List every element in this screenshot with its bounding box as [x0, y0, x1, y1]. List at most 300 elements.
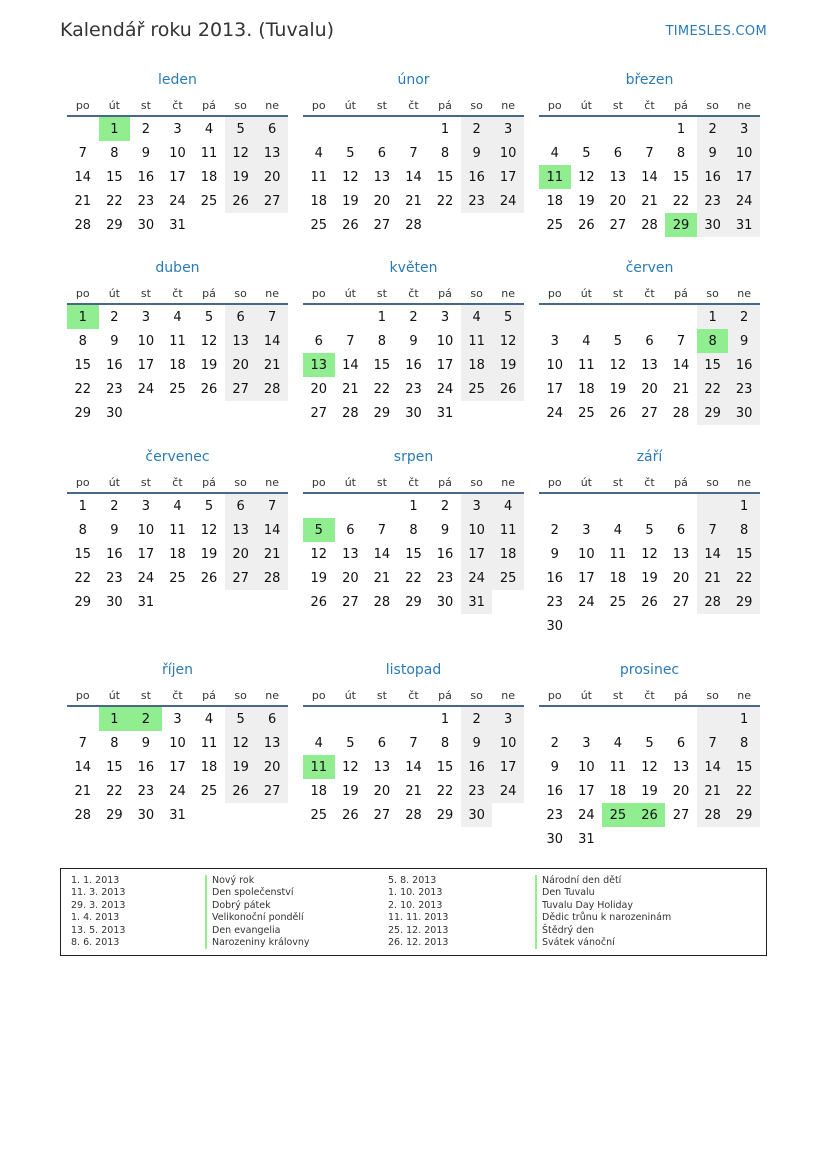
month-6: [67, 447, 288, 614]
weekday-header: [539, 90, 760, 117]
day-cell: 18: [461, 353, 493, 377]
empty-day-cell: [634, 614, 666, 638]
empty-day-cell: [303, 117, 335, 141]
day-cell: 4: [582, 333, 591, 349]
legend-holiday-name: Štědrý den: [535, 925, 671, 937]
day-cell: 10: [492, 141, 524, 165]
empty-day-cell: [67, 707, 99, 731]
empty-day-cell: [697, 707, 729, 731]
day-cell: 11: [169, 522, 186, 538]
legend-date: 13. 5. 2013: [71, 924, 126, 936]
weekday-label: ne: [265, 287, 280, 300]
day-cell: 14: [672, 357, 690, 373]
empty-day-cell: [634, 494, 666, 518]
day-cell: 23: [106, 570, 123, 586]
day-grid: [303, 494, 524, 614]
day-cell: 29: [106, 217, 123, 233]
empty-day-cell: [697, 827, 729, 851]
day-cell: 23: [106, 381, 123, 397]
day-cell: 16: [461, 755, 493, 779]
weekday-label: so: [234, 287, 247, 300]
day-cell: 24: [492, 779, 524, 803]
day-cell: 13: [225, 329, 257, 353]
weekday-label: út: [344, 99, 356, 112]
day-cell: 26: [225, 189, 257, 213]
day-cell: 10: [436, 333, 454, 349]
legend-holiday-name: Den Tuvalu: [535, 887, 671, 899]
month-name: duben: [155, 260, 200, 276]
weekday-label: pá: [674, 287, 688, 300]
empty-day-cell: [335, 117, 367, 141]
day-cell: 8: [676, 145, 686, 161]
day-cell: 19: [641, 783, 658, 799]
day-cell: 17: [578, 783, 595, 799]
weekday-label: po: [75, 287, 90, 300]
day-cell: 6: [676, 735, 686, 751]
month-11: [539, 660, 760, 851]
day-cell: 27: [641, 405, 658, 421]
day-cell: 16: [728, 353, 760, 377]
day-cell: 1: [440, 121, 450, 137]
empty-day-cell: [665, 827, 697, 851]
legend-date: 1. 10. 2013: [388, 887, 443, 899]
day-cell: 4: [204, 711, 214, 727]
day-cell: 18: [609, 783, 627, 799]
empty-day-cell: [634, 305, 666, 329]
month-4: [303, 258, 524, 425]
legend-holiday-name: Svátek vánoční: [535, 937, 671, 949]
weekday-label: pá: [202, 99, 216, 112]
day-cell: 20: [373, 783, 391, 799]
weekday-label: so: [470, 689, 483, 702]
day-cell: 17: [546, 381, 564, 397]
weekday-label: čt: [172, 99, 183, 112]
weekday-label: čt: [408, 99, 419, 112]
day-cell: 7: [645, 145, 654, 161]
weekday-label: pá: [202, 476, 216, 489]
day-cell: 19: [225, 755, 257, 779]
day-cell: 25: [200, 193, 218, 209]
day-cell: 24: [137, 570, 155, 586]
day-cell: 8: [110, 735, 119, 751]
day-cell: 20: [310, 381, 328, 397]
day-cell: 3: [582, 735, 591, 751]
weekday-label: so: [234, 689, 247, 702]
weekday-label: pá: [202, 287, 216, 300]
holiday-legend: [60, 868, 767, 956]
weekday-label: st: [612, 99, 623, 112]
day-cell: 25: [546, 217, 564, 233]
weekday-label: st: [612, 287, 623, 300]
month-10: [303, 660, 524, 827]
day-cell: 20: [225, 353, 257, 377]
day-cell: 8: [728, 731, 760, 755]
day-cell: 8: [440, 145, 450, 161]
empty-day-cell: [256, 803, 288, 827]
day-cell: 23: [137, 193, 155, 209]
day-cell: 30: [106, 594, 123, 610]
weekday-header: [303, 90, 524, 117]
day-cell: 17: [137, 357, 155, 373]
day-cell: 28: [256, 566, 288, 590]
weekday-label: út: [344, 689, 356, 702]
day-cell: 17: [492, 165, 524, 189]
day-cell: 29: [74, 594, 92, 610]
day-cell: 29: [697, 401, 729, 425]
day-cell: 23: [461, 189, 493, 213]
day-cell: 3: [141, 498, 151, 514]
day-cell: 12: [578, 169, 595, 185]
day-cell: 20: [256, 755, 288, 779]
day-cell: 7: [697, 731, 729, 755]
weekday-label: pá: [438, 287, 452, 300]
weekday-label: út: [108, 99, 120, 112]
weekday-label: po: [547, 689, 562, 702]
day-cell: 23: [546, 807, 564, 823]
day-cell: 19: [310, 570, 328, 586]
day-cell: 10: [578, 546, 595, 562]
weekday-label: čt: [408, 287, 419, 300]
day-cell: 14: [256, 518, 288, 542]
day-cell: 25: [602, 803, 634, 827]
day-cell: 13: [373, 169, 391, 185]
day-cell: 13: [256, 141, 288, 165]
empty-day-cell: [225, 803, 257, 827]
empty-day-cell: [67, 117, 99, 141]
month-name: červen: [625, 260, 674, 276]
day-cell: 8: [110, 145, 119, 161]
empty-day-cell: [571, 614, 603, 638]
day-cell: 19: [492, 353, 524, 377]
empty-day-cell: [162, 590, 194, 614]
day-cell: 26: [200, 381, 218, 397]
day-cell: 7: [256, 494, 288, 518]
day-cell: 1: [440, 711, 450, 727]
weekday-label: so: [706, 99, 719, 112]
day-cell: 14: [74, 169, 92, 185]
empty-day-cell: [634, 827, 666, 851]
day-cell: 4: [314, 735, 323, 751]
legend-holiday-name: Tuvalu Day Holiday: [535, 900, 671, 912]
weekday-label: ne: [501, 689, 516, 702]
weekday-label: st: [612, 689, 623, 702]
month-name: červenec: [145, 449, 210, 465]
day-cell: 2: [110, 498, 119, 514]
day-cell: 18: [310, 193, 328, 209]
day-cell: 24: [728, 189, 760, 213]
day-cell: 5: [492, 305, 524, 329]
day-cell: 6: [377, 145, 387, 161]
weekday-header: [539, 680, 760, 707]
empty-day-cell: [193, 803, 225, 827]
weekday-label: st: [140, 476, 151, 489]
day-cell: 15: [697, 353, 729, 377]
legend-date: 2. 10. 2013: [388, 899, 443, 911]
day-cell: 3: [173, 711, 182, 727]
day-cell: 22: [728, 779, 760, 803]
day-cell: 13: [303, 353, 335, 377]
day-cell: 21: [74, 783, 92, 799]
day-cell: 5: [204, 309, 214, 325]
day-cell: 6: [225, 494, 257, 518]
weekday-label: so: [706, 287, 719, 300]
day-cell: 21: [342, 381, 359, 397]
day-cell: 7: [346, 333, 355, 349]
weekday-label: čt: [408, 476, 419, 489]
day-cell: 25: [310, 217, 328, 233]
day-cell: 21: [405, 193, 422, 209]
day-cell: 18: [169, 357, 186, 373]
day-cell: 6: [346, 522, 355, 538]
day-cell: 24: [169, 783, 186, 799]
day-cell: 3: [440, 309, 450, 325]
day-cell: 20: [225, 542, 257, 566]
day-cell: 9: [110, 333, 119, 349]
empty-day-cell: [461, 401, 493, 425]
day-cell: 12: [342, 169, 359, 185]
weekday-header: [67, 467, 288, 494]
legend-holiday-name: Dobrý pátek: [205, 900, 310, 912]
weekday-label: st: [376, 689, 387, 702]
day-cell: 29: [665, 213, 697, 237]
day-cell: 7: [78, 145, 87, 161]
day-cell: 2: [461, 707, 493, 731]
day-grid: [67, 117, 288, 237]
day-cell: 23: [405, 381, 422, 397]
weekday-label: út: [344, 476, 356, 489]
day-cell: 28: [373, 594, 391, 610]
day-cell: 16: [137, 759, 155, 775]
day-cell: 22: [106, 193, 123, 209]
day-cell: 25: [310, 807, 328, 823]
legend-holiday-name: Den společenství: [205, 887, 310, 899]
weekday-header: [539, 467, 760, 494]
day-cell: 21: [697, 566, 729, 590]
day-cell: 10: [169, 145, 186, 161]
day-cell: 21: [373, 570, 391, 586]
empty-day-cell: [193, 213, 225, 237]
day-grid: [67, 305, 288, 425]
day-cell: 30: [546, 831, 564, 847]
day-cell: 17: [461, 542, 493, 566]
weekday-label: ne: [501, 99, 516, 112]
day-cell: 3: [582, 522, 591, 538]
empty-day-cell: [665, 305, 697, 329]
legend-holiday-name: Dědic trůnu k narozeninám: [535, 912, 671, 924]
day-cell: 30: [697, 213, 729, 237]
month-name: listopad: [385, 662, 442, 678]
day-cell: 16: [106, 357, 123, 373]
day-cell: 19: [200, 546, 218, 562]
day-cell: 27: [373, 217, 391, 233]
day-cell: 6: [676, 522, 686, 538]
empty-day-cell: [256, 590, 288, 614]
empty-day-cell: [665, 707, 697, 731]
day-cell: 1: [676, 121, 686, 137]
day-cell: 5: [225, 117, 257, 141]
empty-day-cell: [193, 401, 225, 425]
weekday-label: st: [376, 99, 387, 112]
weekday-label: po: [547, 476, 562, 489]
empty-day-cell: [193, 590, 225, 614]
day-cell: 25: [578, 405, 595, 421]
day-cell: 16: [697, 165, 729, 189]
day-cell: 16: [405, 357, 422, 373]
day-cell: 2: [440, 498, 450, 514]
day-cell: 12: [200, 522, 218, 538]
day-cell: 18: [578, 381, 595, 397]
day-cell: 7: [676, 333, 686, 349]
day-cell: 18: [310, 783, 328, 799]
day-cell: 22: [436, 193, 454, 209]
day-cell: 27: [256, 779, 288, 803]
empty-day-cell: [697, 494, 729, 518]
day-cell: 16: [461, 165, 493, 189]
day-cell: 15: [405, 546, 422, 562]
day-cell: 3: [550, 333, 559, 349]
day-cell: 28: [697, 590, 729, 614]
day-cell: 11: [310, 169, 328, 185]
empty-day-cell: [303, 305, 335, 329]
day-cell: 25: [609, 594, 627, 610]
day-cell: 11: [200, 145, 218, 161]
day-cell: 22: [74, 381, 92, 397]
empty-day-cell: [665, 614, 697, 638]
day-cell: 27: [256, 189, 288, 213]
empty-day-cell: [256, 213, 288, 237]
day-cell: 30: [405, 405, 422, 421]
weekday-label: ne: [737, 287, 752, 300]
weekday-label: út: [580, 99, 592, 112]
day-cell: 12: [225, 141, 257, 165]
weekday-label: so: [470, 287, 483, 300]
day-cell: 9: [461, 731, 493, 755]
weekday-label: st: [376, 476, 387, 489]
day-grid: [539, 707, 760, 851]
day-cell: 11: [200, 735, 218, 751]
day-cell: 10: [169, 735, 186, 751]
day-cell: 5: [225, 707, 257, 731]
empty-day-cell: [225, 590, 257, 614]
day-cell: 12: [342, 759, 359, 775]
legend-holiday-name: Den evangelia: [205, 925, 310, 937]
day-cell: 28: [672, 405, 690, 421]
month-name: říjen: [161, 662, 194, 678]
weekday-header: [303, 680, 524, 707]
day-cell: 10: [137, 522, 155, 538]
weekday-label: ne: [501, 476, 516, 489]
day-cell: 2: [697, 117, 729, 141]
weekday-header: [67, 90, 288, 117]
day-cell: 8: [440, 735, 450, 751]
day-cell: 5: [346, 145, 355, 161]
empty-day-cell: [602, 707, 634, 731]
month-name: únor: [397, 72, 430, 88]
day-cell: 17: [492, 755, 524, 779]
day-cell: 22: [728, 566, 760, 590]
day-cell: 18: [169, 546, 186, 562]
day-cell: 26: [200, 570, 218, 586]
day-cell: 6: [256, 707, 288, 731]
empty-day-cell: [335, 707, 367, 731]
empty-day-cell: [303, 707, 335, 731]
weekday-label: so: [706, 689, 719, 702]
empty-day-cell: [335, 305, 367, 329]
day-cell: 11: [303, 755, 335, 779]
empty-day-cell: [225, 401, 257, 425]
legend-dates-right: [388, 875, 448, 949]
day-cell: 1: [99, 707, 131, 731]
empty-day-cell: [634, 707, 666, 731]
day-cell: 22: [672, 193, 690, 209]
brand-link[interactable]: TIMESLES.COM: [665, 24, 767, 39]
day-cell: 8: [697, 329, 729, 353]
empty-day-cell: [335, 494, 367, 518]
empty-day-cell: [225, 213, 257, 237]
day-cell: 6: [256, 117, 288, 141]
day-cell: 26: [310, 594, 328, 610]
day-cell: 23: [461, 779, 493, 803]
day-cell: 28: [342, 405, 359, 421]
weekday-header: [67, 680, 288, 707]
day-cell: 3: [173, 121, 182, 137]
day-cell: 11: [169, 333, 186, 349]
day-cell: 2: [110, 309, 119, 325]
weekday-label: pá: [674, 99, 688, 112]
day-cell: 15: [106, 169, 123, 185]
day-cell: 2: [409, 309, 418, 325]
day-cell: 31: [461, 590, 493, 614]
legend-date: 11. 11. 2013: [388, 912, 449, 924]
day-cell: 24: [169, 193, 186, 209]
day-cell: 2: [141, 121, 151, 137]
day-cell: 30: [137, 807, 155, 823]
day-cell: 21: [74, 193, 92, 209]
weekday-label: ne: [265, 99, 280, 112]
day-cell: 5: [204, 498, 214, 514]
legend-holiday-name: Narozeniny královny: [205, 937, 310, 949]
month-name: září: [636, 449, 663, 465]
day-cell: 1: [78, 498, 87, 514]
day-cell: 21: [256, 353, 288, 377]
day-cell: 19: [342, 193, 359, 209]
day-cell: 13: [256, 731, 288, 755]
day-cell: 17: [169, 759, 186, 775]
day-cell: 7: [697, 518, 729, 542]
weekday-label: pá: [674, 476, 688, 489]
day-cell: 10: [728, 141, 760, 165]
day-cell: 1: [728, 707, 760, 731]
day-cell: 30: [137, 217, 155, 233]
weekday-header: [67, 278, 288, 305]
day-cell: 26: [578, 217, 595, 233]
day-cell: 8: [78, 522, 87, 538]
legend-date: 29. 3. 2013: [71, 899, 126, 911]
day-cell: 9: [141, 735, 151, 751]
day-cell: 19: [578, 193, 595, 209]
day-cell: 30: [728, 401, 760, 425]
day-cell: 9: [550, 759, 559, 775]
day-cell: 7: [78, 735, 87, 751]
day-cell: 18: [609, 570, 627, 586]
day-cell: 2: [130, 707, 162, 731]
day-cell: 6: [314, 333, 323, 349]
weekday-header: [539, 278, 760, 305]
legend-date: 1. 4. 2013: [71, 912, 120, 924]
day-cell: 26: [641, 594, 658, 610]
page-title: Kalendář roku 2013. (Tuvalu): [60, 19, 335, 41]
empty-day-cell: [634, 117, 666, 141]
